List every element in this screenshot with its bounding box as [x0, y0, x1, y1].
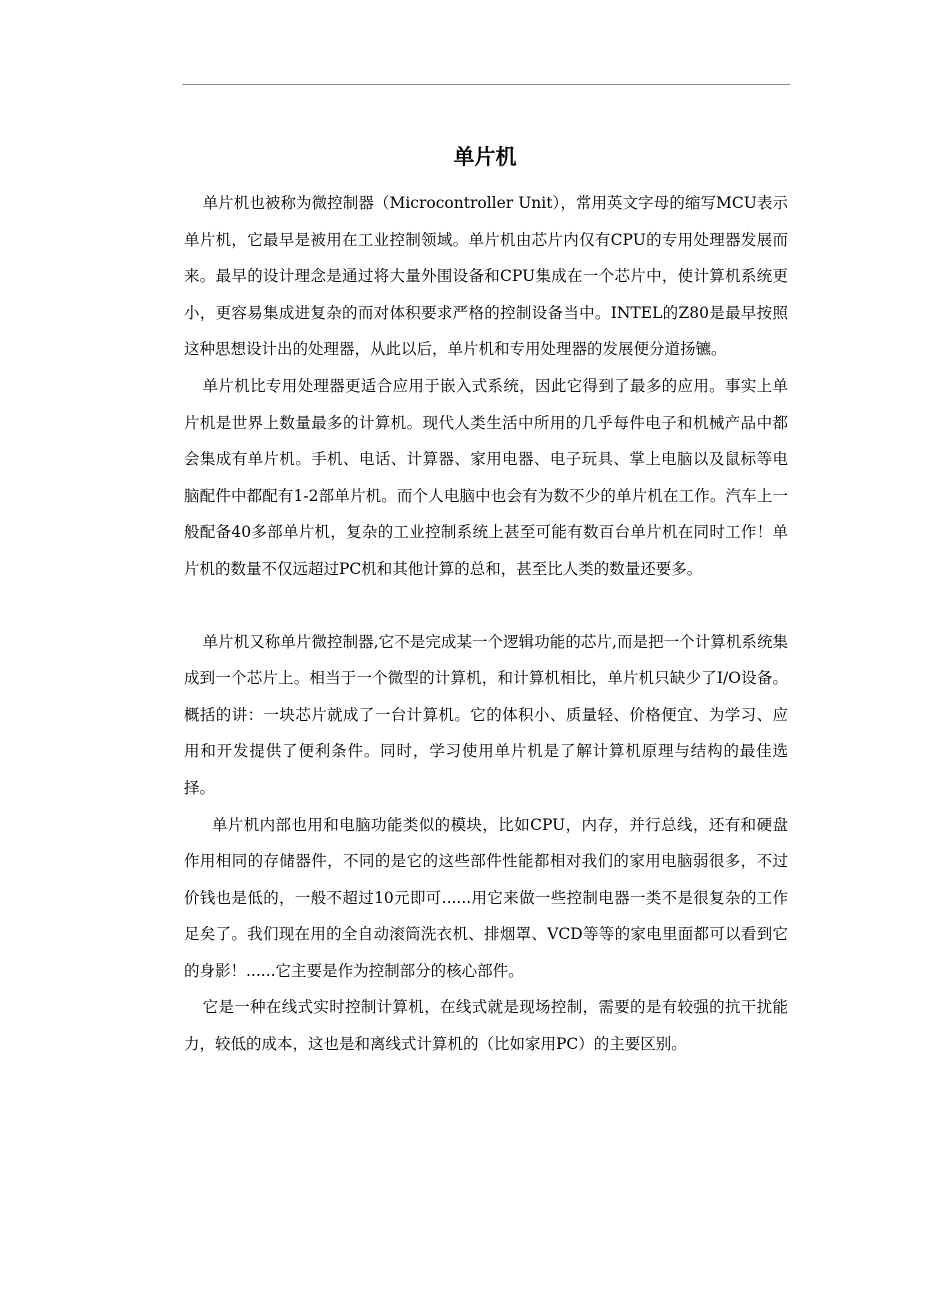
paragraph-applications: 单片机比专用处理器更适合应用于嵌入式系统，因此它得到了最多的应用。事实上单片机是世界上数量最多的计算机。现代人类生活中所用的几乎每件电子和机械产品中都会集成有单片机。手机、电话、计算器、家用电器、电子玩具、掌上电脑以及鼠标等电脑配件中都配有1-2部单片机。而个人电脑中也会有为数不少的单片机在工作。汽车上一般配备40多部单片机，复杂的工业控制系统上甚至可能有数百台单片机在同时工作！单片机的数量不仅远超过PC机和其他计算的总和，甚至比人类的数量还要多。 — [184, 376, 788, 578]
paragraph-internal-modules: 单片机内部也用和电脑功能类似的模块，比如CPU，内存，并行总线，还有和硬盘作用相同的存储器件，不同的是它的这些部件性能都相对我们的家用电脑弱很多，不过价钱也是低的，一般不超过10元即可......用它来做一些控制电器一类不是很复杂的工作足矣了。我们现在用的全自动滚筒洗衣机、排烟罩、VCD等等的家电里面都可以看到它的身影！......它主要是作为控制部分的核心部件。 — [184, 815, 788, 980]
paragraph-definition: 单片机也被称为微控制器（Microcontroller Unit），常用英文字母的缩写MCU表示单片机，它最早是被用在工业控制领域。单片机由芯片内仅有CPU的专用处理器发展而来。最早的设计理念是通过将大量外围设备和CPU集成在一个芯片中，使计算机系统更小，更容易集成进复杂的而对体积要求严格的控制设备当中。INTEL的Z80是最早按照这种思想设计出的处理器，从此以后，单片机和专用处理器的发展便分道扬镳。 — [184, 194, 788, 359]
paragraph-gap — [184, 588, 788, 624]
document-body — [184, 185, 788, 1063]
paragraph-single-chip: 单片机又称单片微控制器,它不是完成某一个逻辑功能的芯片,而是把一个计算机系统集成到一个芯片上。相当于一个微型的计算机，和计算机相比，单片机只缺少了I/O设备。概括的讲：一块芯片就成了一台计算机。它的体积小、质量轻、价格便宜、为学习、应用和开发提供了便利条件。同时，学习使用单片机是了解计算机原理与结构的最佳选择。 — [184, 632, 788, 797]
paragraph-online-control: 它是一种在线式实时控制计算机，在线式就是现场控制，需要的是有较强的抗干扰能力，较低的成本，这也是和离线式计算机的（比如家用PC）的主要区别。 — [184, 998, 788, 1054]
header-rule — [182, 84, 790, 85]
document-title: 单片机 — [453, 145, 517, 169]
